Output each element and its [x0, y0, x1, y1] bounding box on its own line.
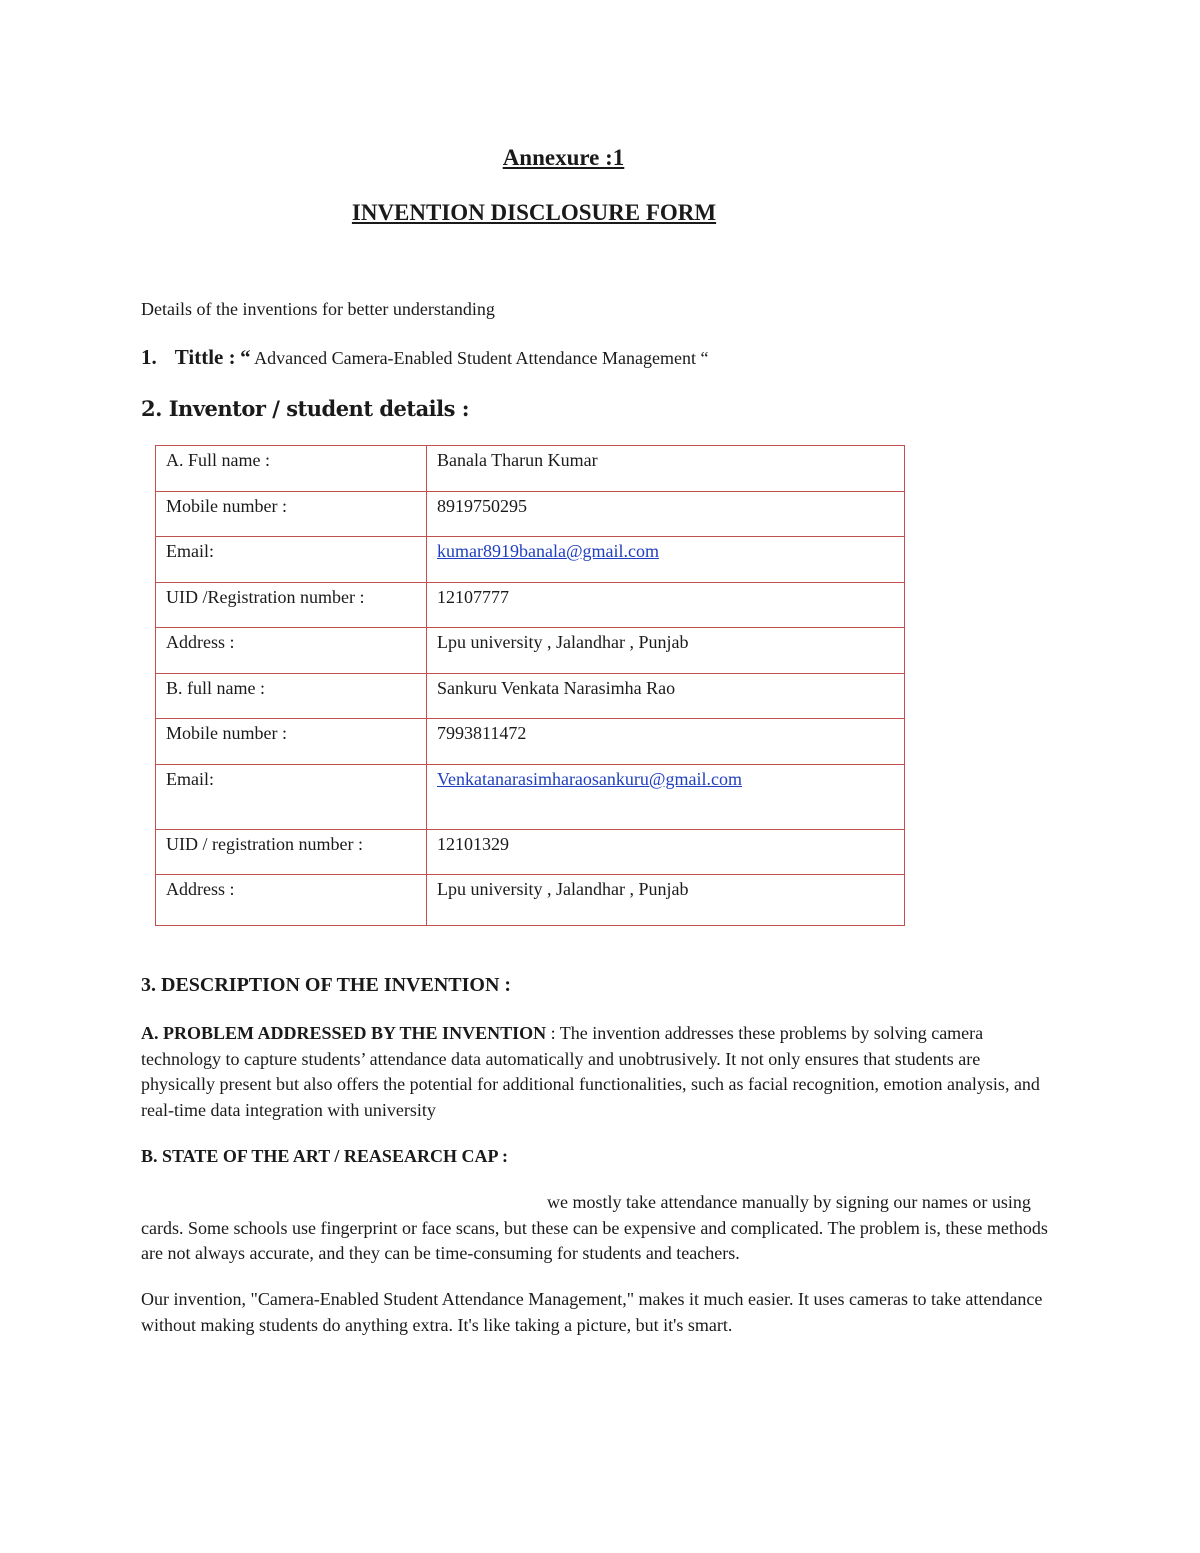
section-1-label: Tittle :	[174, 345, 236, 369]
state-of-art-paragraph-2: Our invention, "Camera-Enabled Student Attendance Management," makes it much easier. It uses cameras to take attendance without making students do anything extra. It's like taking a picture, but it's smart.	[141, 1289, 1043, 1335]
row-value: 12107777	[427, 583, 905, 628]
table-row	[156, 830, 905, 875]
annexure-heading: Annexure :1	[502, 145, 625, 170]
section-1-title-text: Advanced Camera-Enabled Student Attendance Management “	[250, 348, 709, 368]
row-value: 8919750295	[427, 492, 905, 537]
section-1-open-quote: “	[240, 345, 251, 369]
problem-text: : The invention addresses these problems by solving camera technology to capture students’ attendance data automatically and unobtrusively. It not only ensures that students are physically present but also offers the potential for additional functionalities, such as facial recognition, emotion analysis, and real-time data integration with university	[141, 1023, 1040, 1120]
row-label: Email:	[156, 765, 427, 830]
row-label: UID /Registration number :	[156, 583, 427, 628]
table-row	[156, 537, 905, 583]
row-label: UID / registration number :	[156, 830, 427, 875]
row-label: Mobile number :	[156, 492, 427, 537]
row-label: B. full name :	[156, 674, 427, 719]
table-row	[156, 765, 905, 830]
section-2-heading: 2. Inventor / student details :	[141, 396, 470, 421]
row-label: Address :	[156, 628, 427, 674]
row-value: Sankuru Venkata Narasimha Rao	[427, 674, 905, 719]
email-link-b[interactable]: Venkatanarasimharaosankuru@gmail.com	[437, 769, 742, 789]
row-label: Mobile number :	[156, 719, 427, 765]
table-row	[156, 446, 905, 492]
problem-paragraph	[141, 1021, 1051, 1123]
inventor-details-table	[155, 445, 905, 926]
row-label: Email:	[156, 537, 427, 583]
table-row	[156, 674, 905, 719]
table-row	[156, 492, 905, 537]
problem-heading: A. PROBLEM ADDRESSED BY THE INVENTION	[141, 1023, 547, 1043]
row-value: Lpu university , Jalandhar , Punjab	[427, 628, 905, 674]
intro-text: Details of the inventions for better understanding	[141, 299, 495, 319]
section-1-number: 1.	[141, 345, 157, 369]
row-label: Address :	[156, 875, 427, 926]
row-value: Banala Tharun Kumar	[427, 446, 905, 492]
state-of-art-paragraph-1: we mostly take attendance manually by signing our names or using cards. Some schools use fingerprint or face scans, but these can be expensive and complicated. The problem is, these methods are not always accurate, and they can be time-consuming for students and teachers.	[141, 1192, 1048, 1263]
section-1-title	[141, 345, 708, 370]
row-value: 12101329	[427, 830, 905, 875]
table-row	[156, 628, 905, 674]
row-value: Lpu university , Jalandhar , Punjab	[427, 875, 905, 926]
table-row	[156, 875, 905, 926]
table-row	[156, 583, 905, 628]
form-title: INVENTION DISCLOSURE FORM	[351, 200, 717, 225]
table-row	[156, 719, 905, 765]
state-of-art-heading: B. STATE OF THE ART / REASEARCH CAP :	[141, 1146, 508, 1166]
email-link-a[interactable]: kumar8919banala@gmail.com	[437, 541, 660, 561]
row-value: 7993811472	[427, 719, 905, 765]
section-3-heading: 3. DESCRIPTION OF THE INVENTION :	[141, 974, 512, 996]
row-label: A. Full name :	[156, 446, 427, 492]
